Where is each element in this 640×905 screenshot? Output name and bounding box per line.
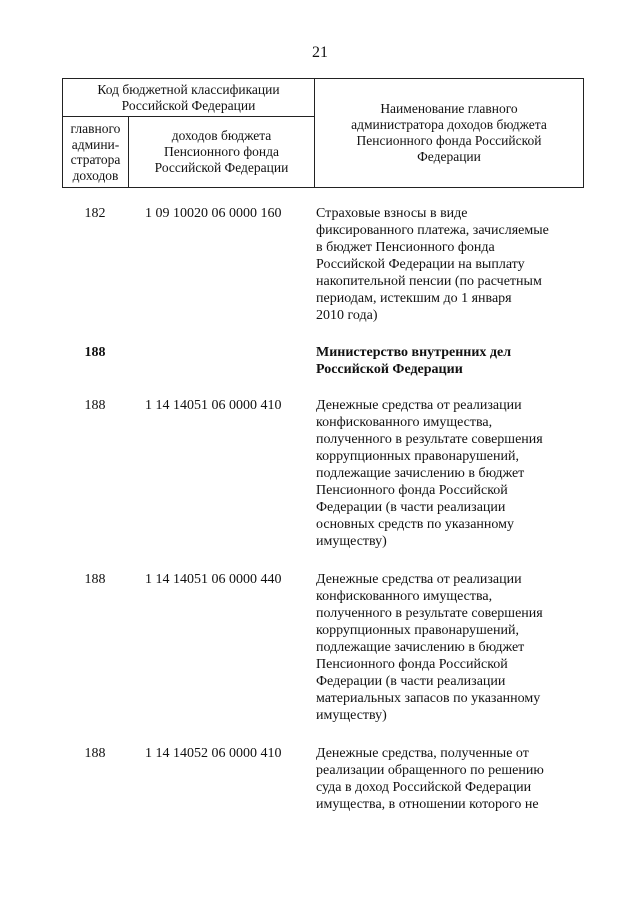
budget-code: 1 14 14051 06 0000 410	[145, 398, 282, 413]
administrator-code: 182	[84, 206, 106, 221]
budget-code: 1 14 14052 06 0000 410	[145, 746, 282, 761]
revenue-name: Денежные средства от реализации конфискованного имущества, полученного в результате совершения коррупционных правонарушений, подлежащие зачислению в бюджет Пенсионного фонда Российской Федерации (в части реализации материальных запасов по указанному имуществу)	[316, 572, 543, 723]
budget-code: 1 14 14051 06 0000 440	[145, 572, 282, 587]
budget-code: 1 09 10020 06 0000 160	[145, 206, 282, 221]
administrator-code: 188	[84, 572, 106, 587]
revenue-name: Денежные средства от реализации конфискованного имущества, полученного в результате совершения коррупционных правонарушений, подлежащие зачислению в бюджет Пенсионного фонда Российской Федерации (в части реализации основных средств по указанному имуществу)	[316, 398, 543, 549]
revenue-name: Страховые взносы в виде фиксированного платежа, зачисляемые в бюджет Пенсионного фонда Российской Федерации на выплату накопительной пенсии (по расчетным периодам, истекшим до 1 января 2010 года)	[316, 206, 549, 323]
revenue-name: Денежные средства, полученные от реализации обращенного по решению суда в доход Российской Федерации имущества, в отношении которого не	[316, 746, 544, 812]
main-administrator-header: главного админи-стратора доходов	[63, 117, 129, 188]
budget-classification-code-header: Код бюджетной классификации Российской Федерации	[63, 79, 315, 117]
administrator-code: 188	[84, 398, 106, 413]
administrator-name-header: Наименование главного администратора доходов бюджета Пенсионного фонда Российской Федерации	[315, 79, 584, 188]
administrator-code: 188	[84, 345, 106, 360]
classification-header-table	[62, 78, 584, 188]
page-number: 21	[312, 44, 328, 61]
ministry-name: Министерство внутренних дел Российской Федерации	[316, 345, 512, 377]
pension-fund-income-header: доходов бюджета Пенсионного фонда Российской Федерации	[129, 117, 315, 188]
administrator-code: 188	[84, 746, 106, 761]
